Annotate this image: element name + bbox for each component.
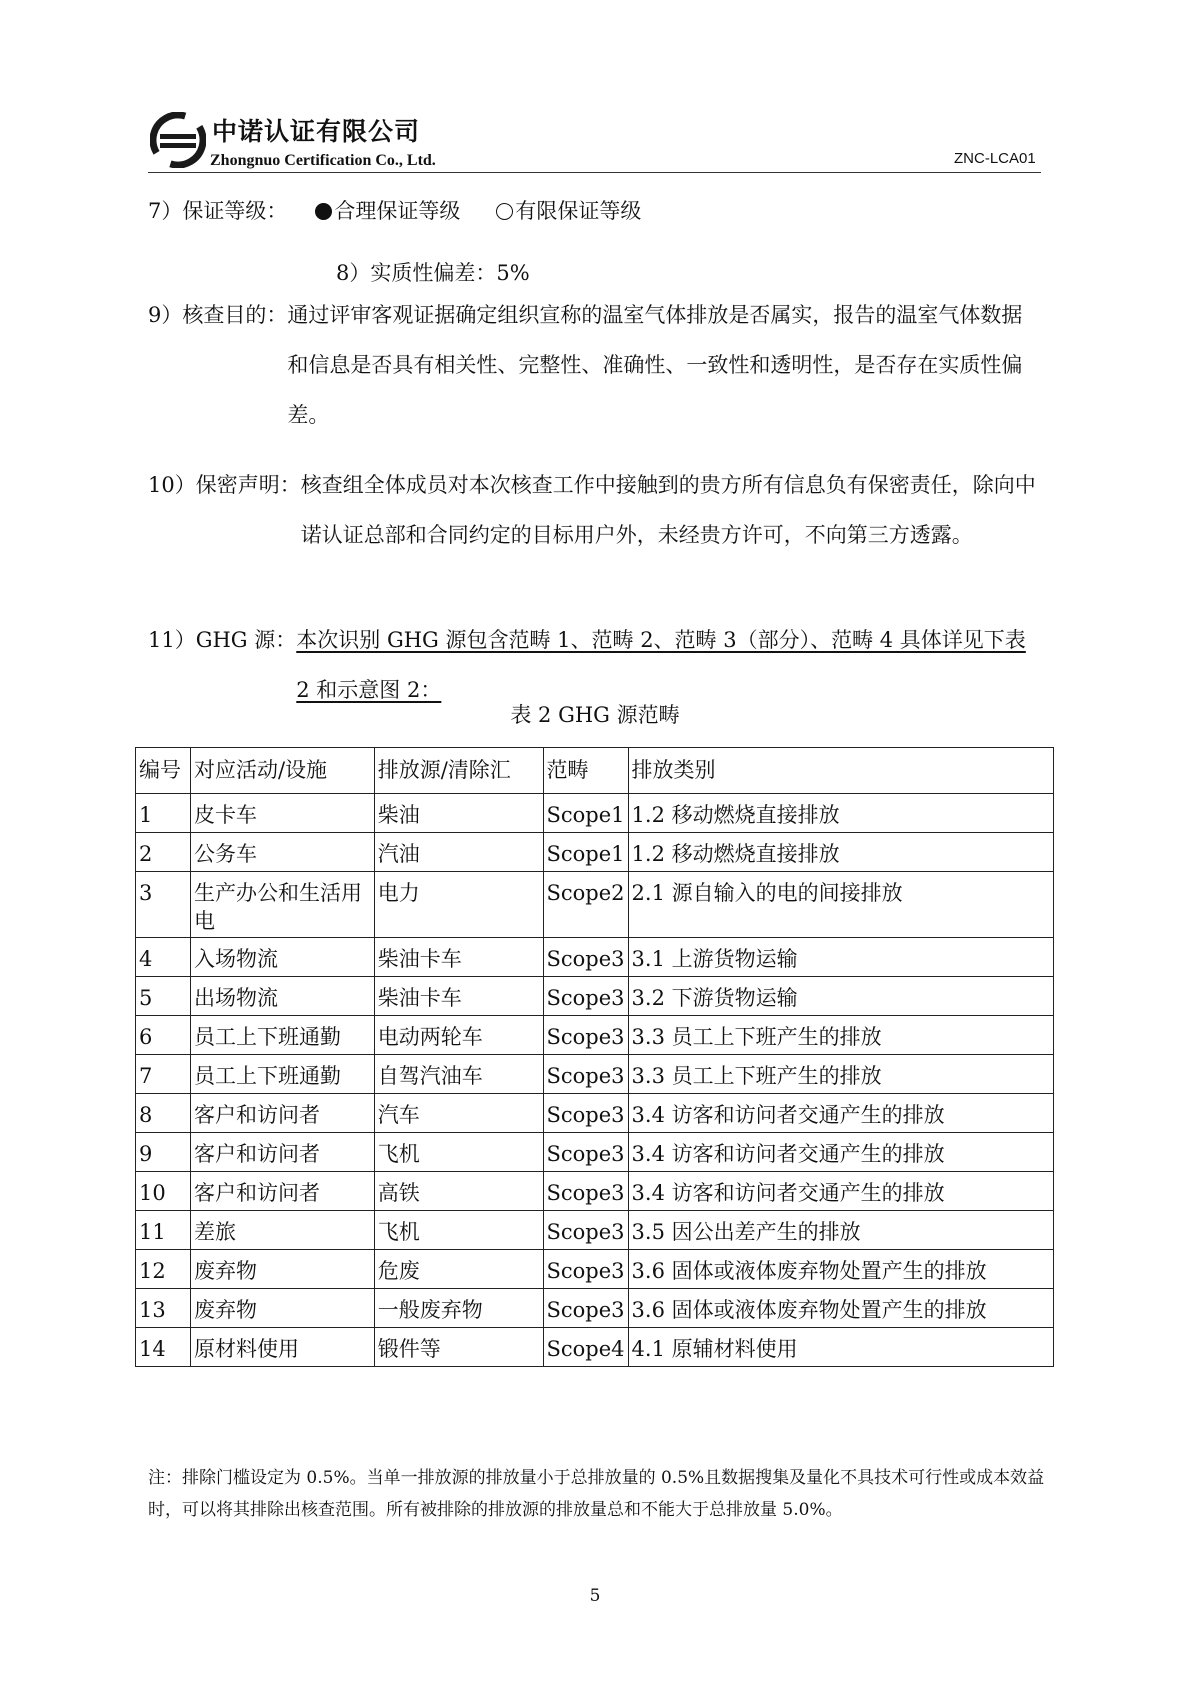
cell-category: 3.4 访客和访问者交通产生的排放 xyxy=(628,1094,1053,1133)
cell-source: 电动两轮车 xyxy=(374,1016,543,1055)
reasonable-assurance-radio-icon xyxy=(315,203,332,220)
cell-source: 飞机 xyxy=(374,1133,543,1172)
cell-activity: 废弃物 xyxy=(190,1250,374,1289)
cell-category: 3.3 员工上下班产生的排放 xyxy=(628,1055,1053,1094)
limited-assurance-option: 有限保证等级 xyxy=(515,199,642,223)
table-title: 表 2 GHG 源范畴 xyxy=(510,703,680,727)
cell-scope: Scope3 xyxy=(543,1211,628,1250)
cell-source: 汽油 xyxy=(374,833,543,872)
confidentiality-label: 10）保密声明： xyxy=(148,473,301,497)
cell-no: 6 xyxy=(136,1016,191,1055)
table-row xyxy=(136,1133,1054,1172)
cell-no: 1 xyxy=(136,794,191,833)
exclusion-note: 注：排除门槛设定为 0.5%。当单一排放源的排放量小于总排放量的 0.5%且数据搜集及量化不具技术可行性或成本效益时，可以将其排除出核查范围。所有被排除的排放源的排放量总和不能大于总排放量 5.0%。 xyxy=(148,1468,1045,1520)
cell-scope: Scope3 xyxy=(543,977,628,1016)
cell-activity: 客户和访问者 xyxy=(190,1172,374,1211)
cell-activity: 废弃物 xyxy=(190,1289,374,1328)
cell-source: 电力 xyxy=(374,872,543,938)
cell-category: 3.1 上游货物运输 xyxy=(628,938,1053,977)
cell-category: 3.3 员工上下班产生的排放 xyxy=(628,1016,1053,1055)
cell-category: 4.1 原辅材料使用 xyxy=(628,1328,1053,1367)
cell-scope: Scope4 xyxy=(543,1328,628,1367)
cell-no: 10 xyxy=(136,1172,191,1211)
cell-category: 3.4 访客和访问者交通产生的排放 xyxy=(628,1172,1053,1211)
col-header-scope: 范畴 xyxy=(543,748,628,794)
cell-no: 12 xyxy=(136,1250,191,1289)
cell-no: 7 xyxy=(136,1055,191,1094)
col-header-source: 排放源/清除汇 xyxy=(374,748,543,794)
table-row xyxy=(136,938,1054,977)
cell-activity: 入场物流 xyxy=(190,938,374,977)
ghg-sources-text: 本次识别 GHG 源包含范畴 1、范畴 2、范畴 3（部分）、范畴 4 具体详见下表 2 和示意图 2： xyxy=(296,628,1026,702)
cell-no: 4 xyxy=(136,938,191,977)
table-row xyxy=(136,794,1054,833)
cell-no: 9 xyxy=(136,1133,191,1172)
header-divider xyxy=(148,172,1041,173)
cell-no: 13 xyxy=(136,1289,191,1328)
company-name-cn: 中诺认证有限公司 xyxy=(212,117,421,146)
page-number: 5 xyxy=(589,1586,601,1606)
materiality: 8）实质性偏差：5% xyxy=(336,261,530,285)
table-row xyxy=(136,1328,1054,1367)
cell-scope: Scope3 xyxy=(543,1133,628,1172)
cell-scope: Scope3 xyxy=(543,1289,628,1328)
confidentiality-statement xyxy=(148,460,1048,610)
table-row xyxy=(136,1094,1054,1133)
cell-scope: Scope3 xyxy=(543,1094,628,1133)
table-row xyxy=(136,977,1054,1016)
cell-source: 高铁 xyxy=(374,1172,543,1211)
cell-source: 锻件等 xyxy=(374,1328,543,1367)
cell-activity: 原材料使用 xyxy=(190,1328,374,1367)
cell-source: 一般废弃物 xyxy=(374,1289,543,1328)
cell-scope: Scope1 xyxy=(543,794,628,833)
table-row xyxy=(136,1016,1054,1055)
cell-no: 11 xyxy=(136,1211,191,1250)
cell-category: 3.6 固体或液体废弃物处置产生的排放 xyxy=(628,1250,1053,1289)
cell-scope: Scope3 xyxy=(543,1250,628,1289)
cell-no: 2 xyxy=(136,833,191,872)
cell-source: 飞机 xyxy=(374,1211,543,1250)
cell-activity: 员工上下班通勤 xyxy=(190,1055,374,1094)
document-code: ZNC-LCA01 xyxy=(954,150,1036,167)
table-row xyxy=(136,1250,1054,1289)
assurance-level xyxy=(148,186,641,236)
table-row xyxy=(136,1172,1054,1211)
table-row xyxy=(136,872,1054,938)
cell-source: 汽车 xyxy=(374,1094,543,1133)
zhongnuo-logo-icon xyxy=(150,112,206,168)
verification-purpose xyxy=(148,290,1048,440)
cell-category: 3.2 下游货物运输 xyxy=(628,977,1053,1016)
cell-no: 14 xyxy=(136,1328,191,1367)
cell-no: 3 xyxy=(136,872,191,938)
cell-category: 3.5 因公出差产生的排放 xyxy=(628,1211,1053,1250)
ghg-sources-label: 11）GHG 源： xyxy=(148,628,297,652)
cell-source: 危废 xyxy=(374,1250,543,1289)
company-name-en: Zhongnuo Certification Co., Ltd. xyxy=(210,152,436,169)
cell-scope: Scope3 xyxy=(543,938,628,977)
table-row xyxy=(136,1211,1054,1250)
cell-category: 2.1 源自输入的电的间接排放 xyxy=(628,872,1053,938)
cell-activity: 员工上下班通勤 xyxy=(190,1016,374,1055)
cell-no: 8 xyxy=(136,1094,191,1133)
cell-activity: 公务车 xyxy=(190,833,374,872)
cell-category: 1.2 移动燃烧直接排放 xyxy=(628,833,1053,872)
cell-source: 自驾汽油车 xyxy=(374,1055,543,1094)
table-row xyxy=(136,1055,1054,1094)
cell-scope: Scope3 xyxy=(543,1055,628,1094)
cell-activity: 生产办公和生活用电 xyxy=(190,872,374,938)
cell-category: 3.4 访客和访问者交通产生的排放 xyxy=(628,1133,1053,1172)
assurance-level-label: 7）保证等级： xyxy=(148,199,288,223)
cell-category: 1.2 移动燃烧直接排放 xyxy=(628,794,1053,833)
col-header-category: 排放类别 xyxy=(628,748,1053,794)
cell-scope: Scope2 xyxy=(543,872,628,938)
cell-source: 柴油 xyxy=(374,794,543,833)
cell-activity: 客户和访问者 xyxy=(190,1133,374,1172)
cell-scope: Scope3 xyxy=(543,1016,628,1055)
confidentiality-text: 核查组全体成员对本次核查工作中接触到的贵方所有信息负有保密责任，除向中诺认证总部和合同约定的目标用户外，未经贵方许可，不向第三方透露。 xyxy=(300,473,1036,547)
table-row xyxy=(136,833,1054,872)
cell-category: 3.6 固体或液体废弃物处置产生的排放 xyxy=(628,1289,1053,1328)
cell-activity: 客户和访问者 xyxy=(190,1094,374,1133)
cell-no: 5 xyxy=(136,977,191,1016)
cell-activity: 差旅 xyxy=(190,1211,374,1250)
cell-activity: 出场物流 xyxy=(190,977,374,1016)
verification-purpose-label: 9）核查目的： xyxy=(148,303,288,327)
reasonable-assurance-option: 合理保证等级 xyxy=(334,199,461,223)
col-header-activity: 对应活动/设施 xyxy=(190,748,374,794)
cell-scope: Scope3 xyxy=(543,1172,628,1211)
cell-source: 柴油卡车 xyxy=(374,977,543,1016)
cell-scope: Scope1 xyxy=(543,833,628,872)
limited-assurance-radio-icon xyxy=(496,203,513,220)
table-header-row xyxy=(136,748,1054,794)
table-row xyxy=(136,1289,1054,1328)
ghg-source-table xyxy=(135,747,1054,1367)
col-header-no: 编号 xyxy=(136,748,191,794)
cell-activity: 皮卡车 xyxy=(190,794,374,833)
cell-source: 柴油卡车 xyxy=(374,938,543,977)
verification-purpose-text: 通过评审客观证据确定组织宣称的温室气体排放是否属实，报告的温室气体数据和信息是否具有相关性、完整性、准确性、一致性和透明性，是否存在实质性偏差。 xyxy=(287,303,1023,427)
